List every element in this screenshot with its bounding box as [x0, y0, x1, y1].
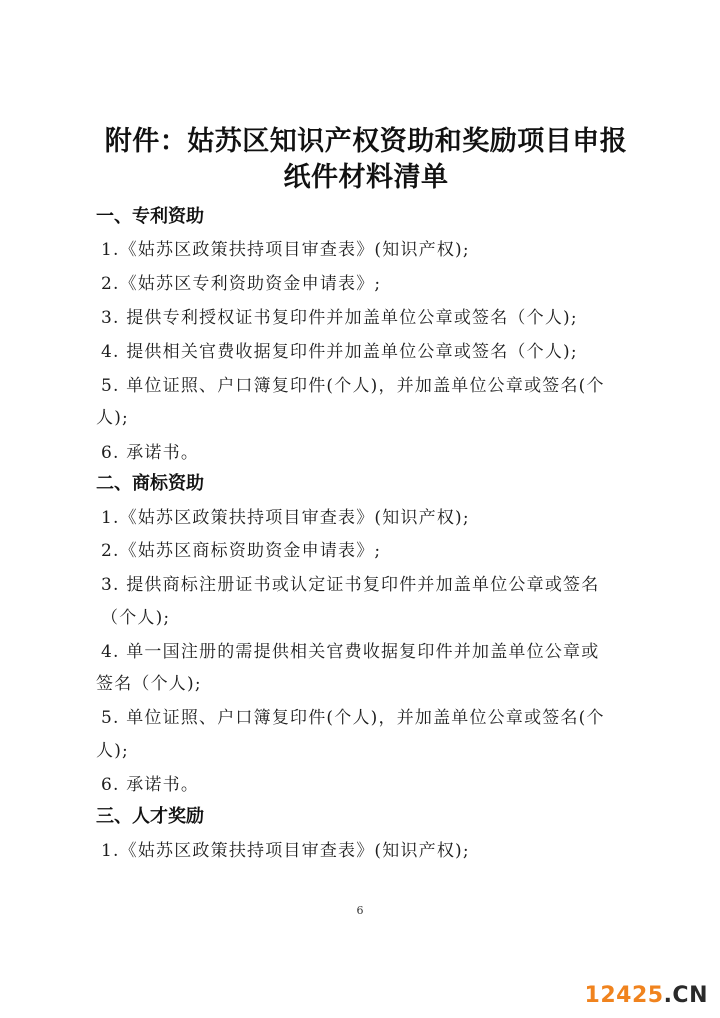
list-item: 2.《姑苏区商标资助资金申请表》; — [101, 541, 382, 561]
list-item-continuation: 人); — [96, 741, 129, 761]
section-heading-trademark: 二、商标资助 — [96, 473, 204, 494]
watermark-suffix: .CN — [663, 983, 708, 1008]
list-item: 6. 承诺书。 — [101, 443, 200, 463]
list-item: 1.《姑苏区政策扶持项目审查表》(知识产权); — [101, 240, 470, 260]
list-item: 3. 提供专利授权证书复印件并加盖单位公章或签名（个人); — [101, 308, 578, 328]
document-title-line1: 附件：姑苏区知识产权资助和奖励项目申报 — [104, 126, 628, 157]
list-item-continuation: （个人); — [101, 608, 171, 628]
list-item: 4. 提供相关官费收据复印件并加盖单位公章或签名（个人); — [101, 342, 578, 362]
list-item: 4. 单一国注册的需提供相关官费收据复印件并加盖单位公章或 — [101, 642, 600, 662]
list-item: 1.《姑苏区政策扶持项目审查表》(知识产权); — [101, 508, 470, 528]
section-heading-patent: 一、专利资助 — [96, 206, 204, 227]
page-number: 6 — [356, 904, 364, 917]
list-item: 5. 单位证照、户口簿复印件(个人)，并加盖单位公章或签名(个 — [101, 376, 605, 396]
list-item: 3. 提供商标注册证书或认定证书复印件并加盖单位公章或签名 — [101, 575, 600, 595]
site-watermark — [585, 983, 708, 1008]
section-heading-talent: 三、人才奖励 — [96, 806, 204, 827]
list-item: 6. 承诺书。 — [101, 775, 200, 795]
list-item: 5. 单位证照、户口簿复印件(个人)，并加盖单位公章或签名(个 — [101, 708, 605, 728]
list-item-continuation: 签名（个人); — [96, 674, 202, 694]
document-title-line2: 纸件材料清单 — [283, 162, 449, 193]
list-item: 2.《姑苏区专利资助资金申请表》; — [101, 274, 382, 294]
list-item-continuation: 人); — [96, 408, 129, 428]
watermark-number: 12425 — [584, 983, 664, 1008]
list-item: 1.《姑苏区政策扶持项目审查表》(知识产权); — [101, 841, 470, 861]
